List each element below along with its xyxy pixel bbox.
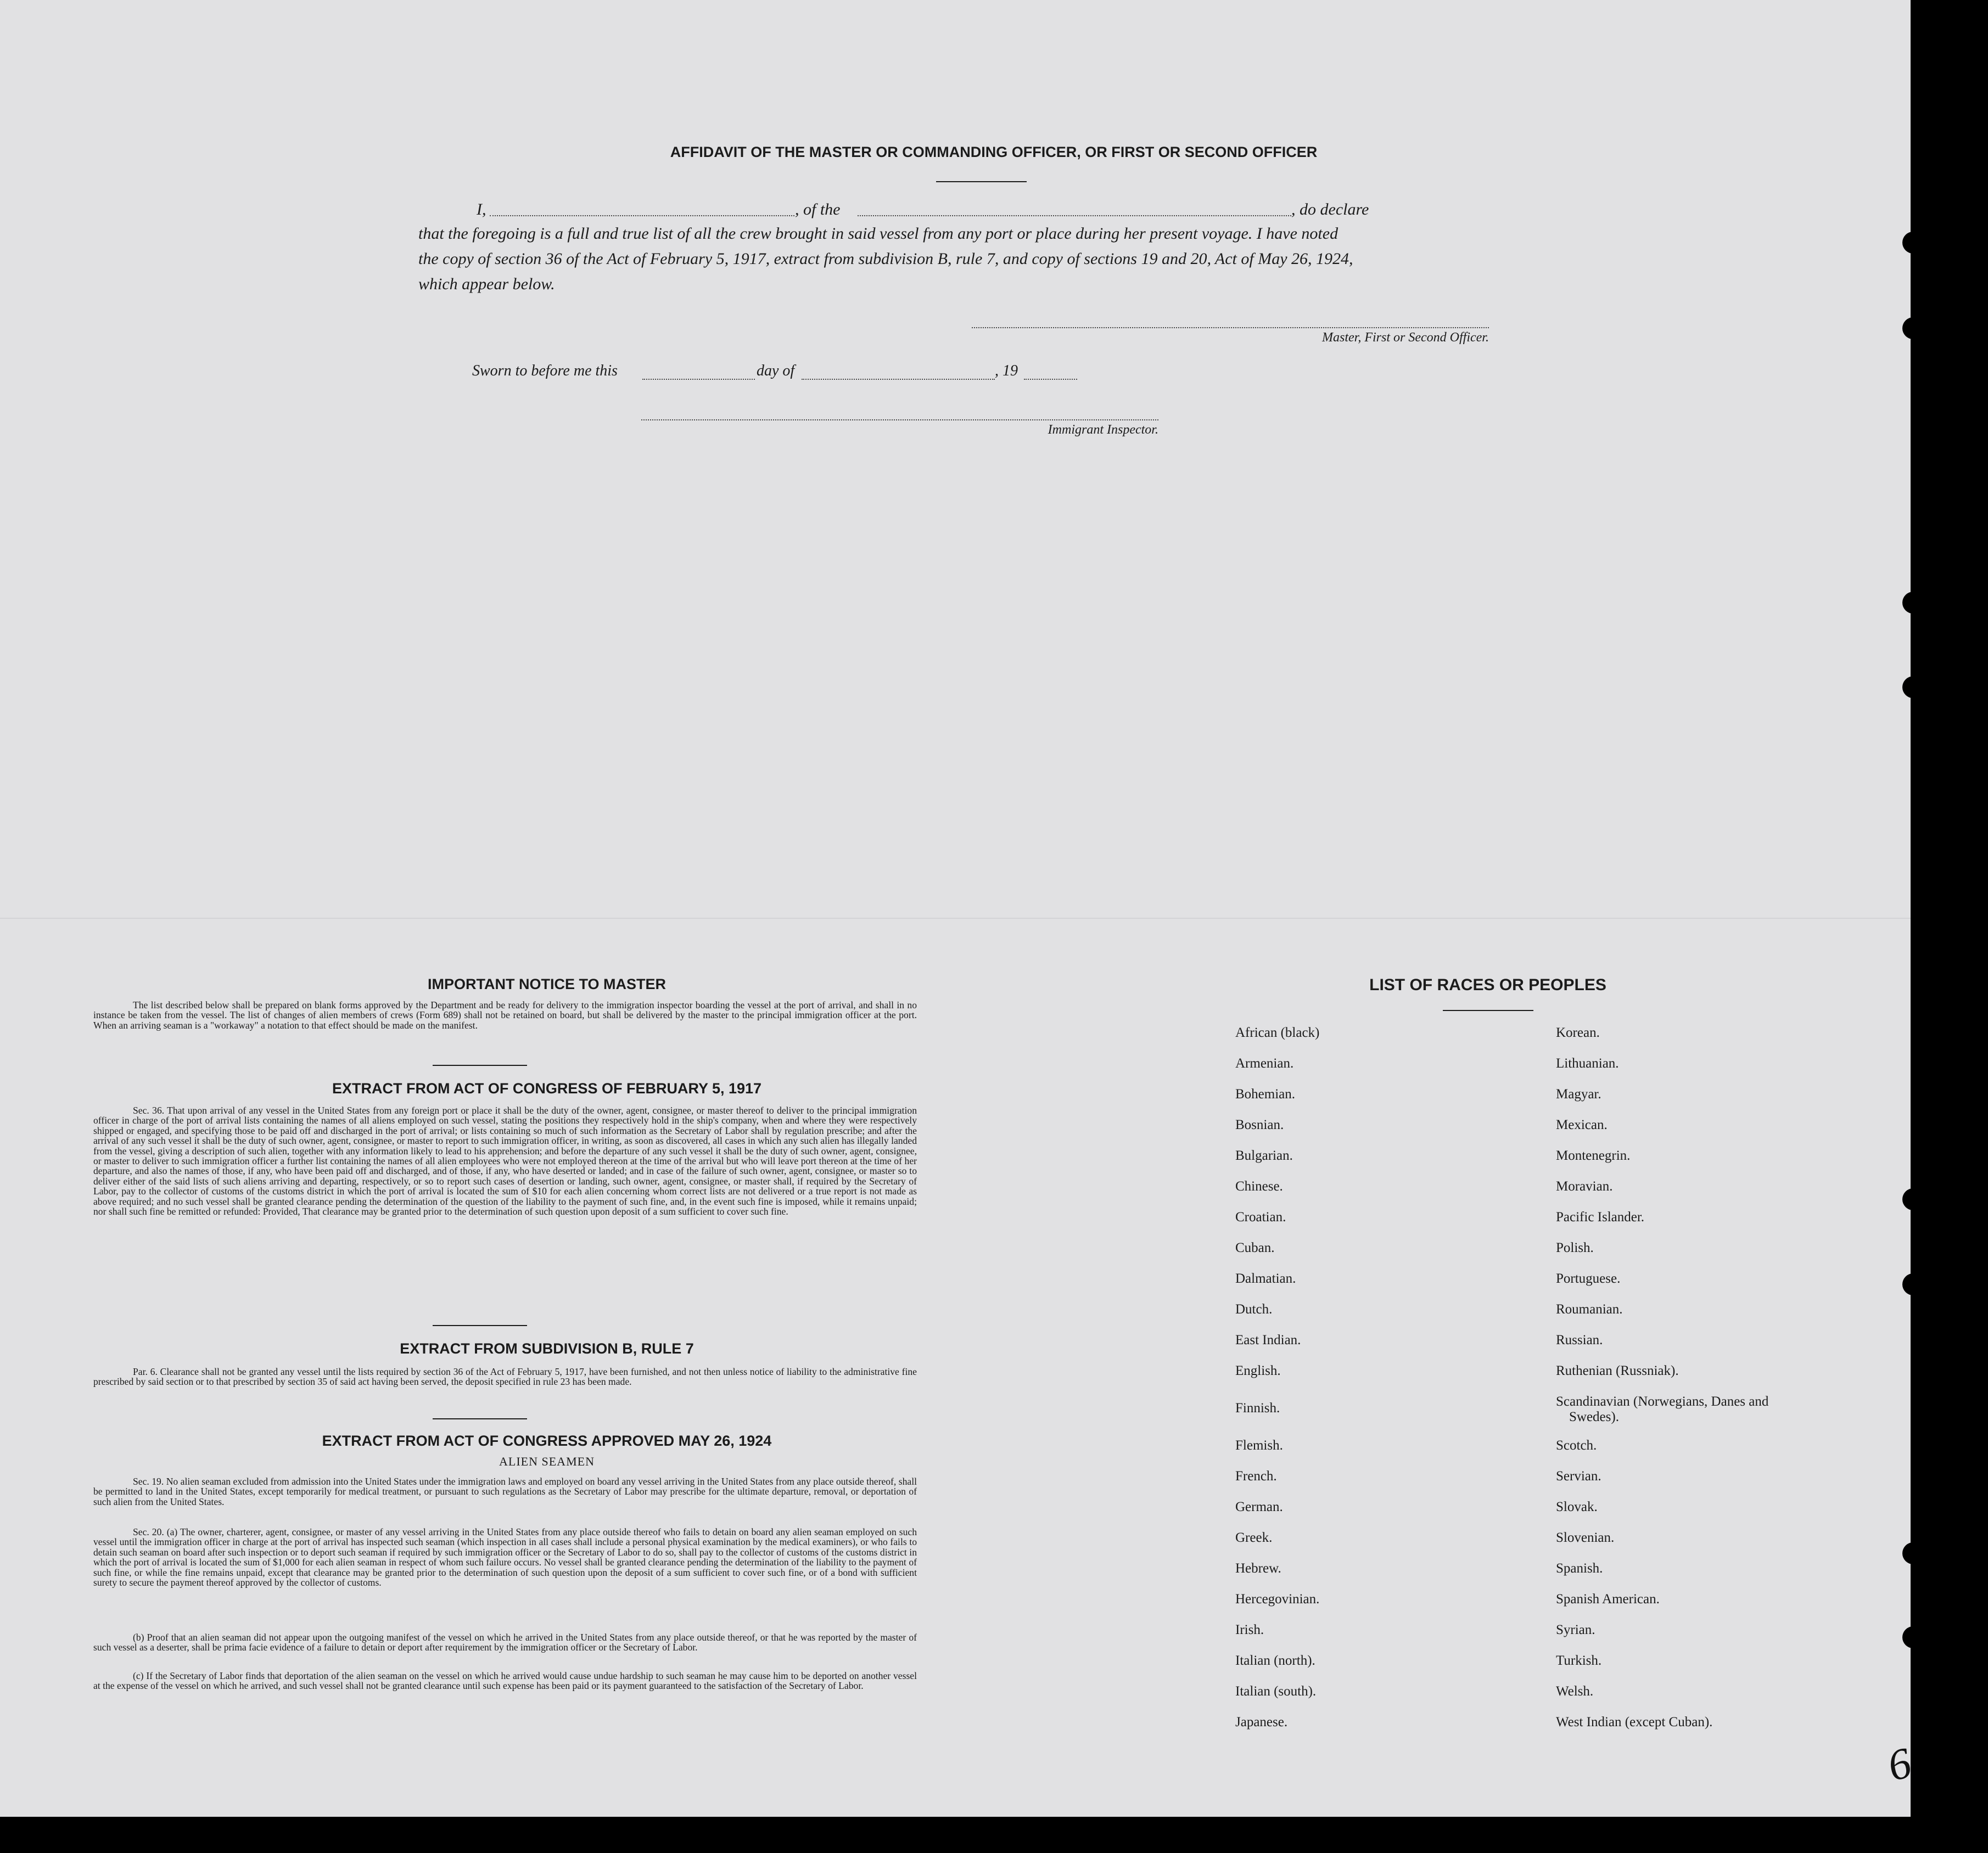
race-item: Bulgarian. xyxy=(1235,1148,1293,1163)
extract-1917-title: EXTRACT FROM ACT OF CONGRESS OF FEBRUARY 5, 1917 xyxy=(332,1080,762,1097)
race-item: Polish. xyxy=(1556,1240,1594,1255)
fold-crease xyxy=(0,918,1911,919)
race-item: Russian. xyxy=(1556,1333,1603,1347)
race-item: Finnish. xyxy=(1235,1401,1280,1416)
race-item: Pacific Islander. xyxy=(1556,1210,1645,1225)
punch-hole xyxy=(1902,1542,1924,1564)
section-divider xyxy=(433,1065,527,1066)
race-item: Ruthenian (Russniak). xyxy=(1556,1363,1679,1378)
extract-1917-body: Sec. 36. That upon arrival of any vessel in the United States from any foreign port or place it shall be the duty of the owner, agent, consignee, or master thereof to deliver to the principal immigration officer in charge of the port of arrival lists containing the names of all aliens employed on such vessel, stating the positions they respectively hold in the ship's company, when and where they were respectively shipped or engaged, and specifying those to be paid off and discharged in the port of arrival; or lists containing so much of such information as the Secretary of Labor shall by regulation prescribe; and after the arrival of any such vessel it shall be the duty of such owner, agent, consignee, or master to report to such immigration officer, in writing, as soon as discovered, all cases in which any such alien has illegally landed from the vessel, giving a description of such alien, together with any information likely to lead to his apprehension; and before the departure of any such vessel it shall be the duty of such owner, agent, consignee, or master to deliver to such immigration officer a further list containing the names of all alien employees who were not employed thereon at the time of the arrival but who will leave port thereon at the time of her departure, and also the names of those, if any, who have been paid off and discharged, and of those, if any, who have deserted or landed; and in case of the failure of such owner, agent, consignee, or master so to deliver either of the said lists of such aliens arriving and departing, respectively, or so to report such cases of desertion or landing, such owner, agent, consignee, or master shall, if required by the Secretary of Labor, pay to the collector of customs of the customs district in which the port of arrival is located the sum of $10 for each alien concerning whom correct lists are not delivered or a true report is not made as above required; and no such vessel shall be granted clearance pending the determination of the question of the liability to the payment of such fine, and, in the event such fine is imposed, while it remains unpaid; nor shall such fine be remitted or refunded: Provided, That clearance may be granted prior to the determination of such question upon deposit of a sum sufficient to cover such fine. xyxy=(93,1105,917,1217)
sworn-year-label: , 19 xyxy=(995,362,1018,379)
race-item: Bohemian. xyxy=(1235,1087,1296,1102)
title-underline xyxy=(936,181,1027,182)
notice-title: IMPORTANT NOTICE TO MASTER xyxy=(428,976,666,992)
affidavit-title: AFFIDAVIT OF THE MASTER OR COMMANDING OFFICER, OR FIRST OR SECOND OFFICER xyxy=(670,144,1318,160)
race-item: Spanish American. xyxy=(1556,1592,1660,1607)
race-item: Moravian. xyxy=(1556,1179,1613,1194)
punch-hole xyxy=(1902,1626,1924,1648)
race-item: Hebrew. xyxy=(1235,1561,1281,1576)
race-item: Lithuanian. xyxy=(1556,1056,1619,1071)
race-item: Chinese. xyxy=(1235,1179,1283,1194)
race-item: Japanese. xyxy=(1235,1715,1288,1730)
inspector-signature-label: Immigrant Inspector. xyxy=(1048,423,1158,437)
race-item: French. xyxy=(1235,1469,1277,1484)
race-item: Syrian. xyxy=(1556,1622,1595,1637)
race-item: Bosnian. xyxy=(1235,1118,1284,1132)
extract-rule7-body: Par. 6. Clearance shall not be granted any vessel until the lists required by section 36 of the Act of February 5, 1917, have been furnished, and not then unless notice of liability to the administrative fine prescribed by said section or to that prescribed by section 35 of said act having been served, the deposit specified in rule 23 has been made. xyxy=(93,1366,917,1388)
statement-line-1: that the foregoing is a full and true list of all the crew brought in said vessel from any port or place during her present voyage. I have noted xyxy=(418,224,1339,243)
race-item: Mexican. xyxy=(1556,1118,1608,1132)
race-item: Cuban. xyxy=(1235,1240,1275,1255)
race-item: Hercegovinian. xyxy=(1235,1592,1320,1607)
extract-1924-sec19: Sec. 19. No alien seaman excluded from admission into the United States under the immigration laws and employed on board any vessel arriving in the United States from any place outside thereof, shall be permitted to land in the United States, except temporarily for medical treatment, or pursuant to such regulations as the Secretary of Labor may prescribe for the ultimate departure, removal, or deportation of such alien from the United States. xyxy=(93,1476,917,1507)
race-item: Slovenian. xyxy=(1556,1530,1615,1545)
extract-1924-sec20b: (b) Proof that an alien seaman did not appear upon the outgoing manifest of the vessel on which he arrived in the United States from any place outside thereof, or that he was reported by the master of such vessel as a deserter, shall be prima facie evidence of a failure to detain or deport after requirement by the immigration officer or the Secretary of Labor. xyxy=(93,1632,917,1653)
handwritten-mark: 6 xyxy=(1883,1738,1917,1791)
race-item: Turkish. xyxy=(1556,1653,1602,1668)
extract-1924-sec20c: (c) If the Secretary of Labor finds that deportation of the alien seaman on the vessel on which he arrived would cause undue hardship to such seaman he may cause him to be deported on another vessel at the expense of the vessel on which he arrived, and such vessel shall not be granted clearance until such expense has been paid or its payment guaranteed to the satisfaction of the Secretary of Labor. xyxy=(93,1670,917,1692)
race-item: Welsh. xyxy=(1556,1684,1594,1699)
punch-hole xyxy=(1902,1188,1924,1210)
name-blank[interactable] xyxy=(490,215,794,216)
statement-line-2: the copy of section 36 of the Act of February 5, 1917, extract from subdivision B, rule 7, and copy of sections 19 and 20, Act of May 26, 1924, xyxy=(418,250,1353,268)
declaration-i-label: I, xyxy=(477,200,486,218)
race-item: Servian. xyxy=(1556,1469,1601,1484)
race-item: African (black) xyxy=(1235,1025,1320,1040)
race-item: Slovak. xyxy=(1556,1500,1598,1514)
punch-hole xyxy=(1902,317,1924,339)
month-blank[interactable] xyxy=(802,379,995,380)
sworn-day-of-label: day of xyxy=(757,362,795,379)
race-item: East Indian. xyxy=(1235,1333,1301,1347)
sworn-line xyxy=(472,362,1186,384)
race-item: West Indian (except Cuban). xyxy=(1556,1715,1713,1730)
notice-body: The list described below shall be prepared on blank forms approved by the Department and be ready for delivery to the immigration inspector boarding the vessel at the port of arrival, and shall in no instance be taken from the vessel. The list of changes of alien members of crews (Form 689) shall not be retained on board, but shall be delivered by the master to the principal immigration officer at the port. When an arriving seaman is a "workaway" a notation to that effect should be made on the manifest. xyxy=(93,1000,917,1031)
race-item: Portuguese. xyxy=(1556,1271,1621,1286)
day-blank[interactable] xyxy=(642,379,755,380)
race-item: Dalmatian. xyxy=(1235,1271,1296,1286)
race-item: Italian (south). xyxy=(1235,1684,1317,1699)
race-item: Dutch. xyxy=(1235,1302,1273,1317)
race-item: Croatian. xyxy=(1235,1210,1286,1225)
race-item: English. xyxy=(1235,1363,1281,1378)
race-item: Italian (north). xyxy=(1235,1653,1315,1668)
punch-hole xyxy=(1902,592,1924,614)
inspector-signature-blank[interactable] xyxy=(641,419,1158,420)
race-item: Roumanian. xyxy=(1556,1302,1623,1317)
race-item: Flemish. xyxy=(1235,1438,1283,1453)
master-signature-label: Master, First or Second Officer. xyxy=(1322,330,1489,345)
race-item: Greek. xyxy=(1235,1530,1273,1545)
punch-hole xyxy=(1902,1273,1924,1295)
extract-rule7-title: EXTRACT FROM SUBDIVISION B, RULE 7 xyxy=(400,1340,694,1357)
vessel-blank[interactable] xyxy=(858,215,1291,216)
race-item: Irish. xyxy=(1235,1622,1264,1637)
race-item: Scandinavian (Norwegians, Danes and Swedes). xyxy=(1556,1394,1769,1424)
race-item: German. xyxy=(1235,1500,1283,1514)
section-divider xyxy=(433,1418,527,1419)
race-item: Scotch. xyxy=(1556,1438,1597,1453)
extract-1924-sec20a: Sec. 20. (a) The owner, charterer, agent, consignee, or master of any vessel arriving in the United States from any place outside thereof who fails to detain on board any alien seaman employed on such vessel until the immigration officer in charge at the port of arrival has inspected such seaman (which inspection in all cases shall include a personal physical examination by the medical examiners), or who fails to detain such seaman on board after such inspection or to deport such seaman if required by such immigration officer or the Secretary of Labor to do so, shall pay to the collector of customs of the customs district in which the port of arrival is located the sum of $1,000 for each alien seaman in respect of whom such failure occurs. No vessel shall be granted clearance pending the determination of the liability to the payment of such fine, or while the fine remains unpaid, except that clearance may be granted prior to the determination of such question upon the deposit of a sum sufficient to cover such fine, or of a bond with sufficient surety to secure the payment thereof approved by the collector of customs. xyxy=(93,1526,917,1588)
section-divider xyxy=(433,1325,527,1326)
extract-1924-subtitle: ALIEN SEAMEN xyxy=(499,1455,595,1468)
race-item: Spanish. xyxy=(1556,1561,1603,1576)
race-item: Magyar. xyxy=(1556,1087,1601,1102)
race-item: Korean. xyxy=(1556,1025,1600,1040)
sworn-prefix-label: Sworn to before me this xyxy=(472,362,618,379)
statement-line-3: which appear below. xyxy=(418,275,555,293)
races-title: LIST OF RACES OR PEOPLES xyxy=(1369,976,1606,994)
extract-1924-title: EXTRACT FROM ACT OF CONGRESS APPROVED MAY 26, 1924 xyxy=(322,1433,772,1449)
declaration-of-the-label: , of the xyxy=(795,200,841,218)
races-title-underline xyxy=(1443,1010,1533,1011)
master-signature-blank[interactable] xyxy=(972,327,1489,328)
declaration-do-declare-label: , do declare xyxy=(1291,200,1369,218)
race-item: Montenegrin. xyxy=(1556,1148,1631,1163)
year-blank[interactable] xyxy=(1024,379,1077,380)
punch-hole xyxy=(1902,676,1924,698)
race-item: Armenian. xyxy=(1235,1056,1294,1071)
punch-hole xyxy=(1902,232,1924,254)
